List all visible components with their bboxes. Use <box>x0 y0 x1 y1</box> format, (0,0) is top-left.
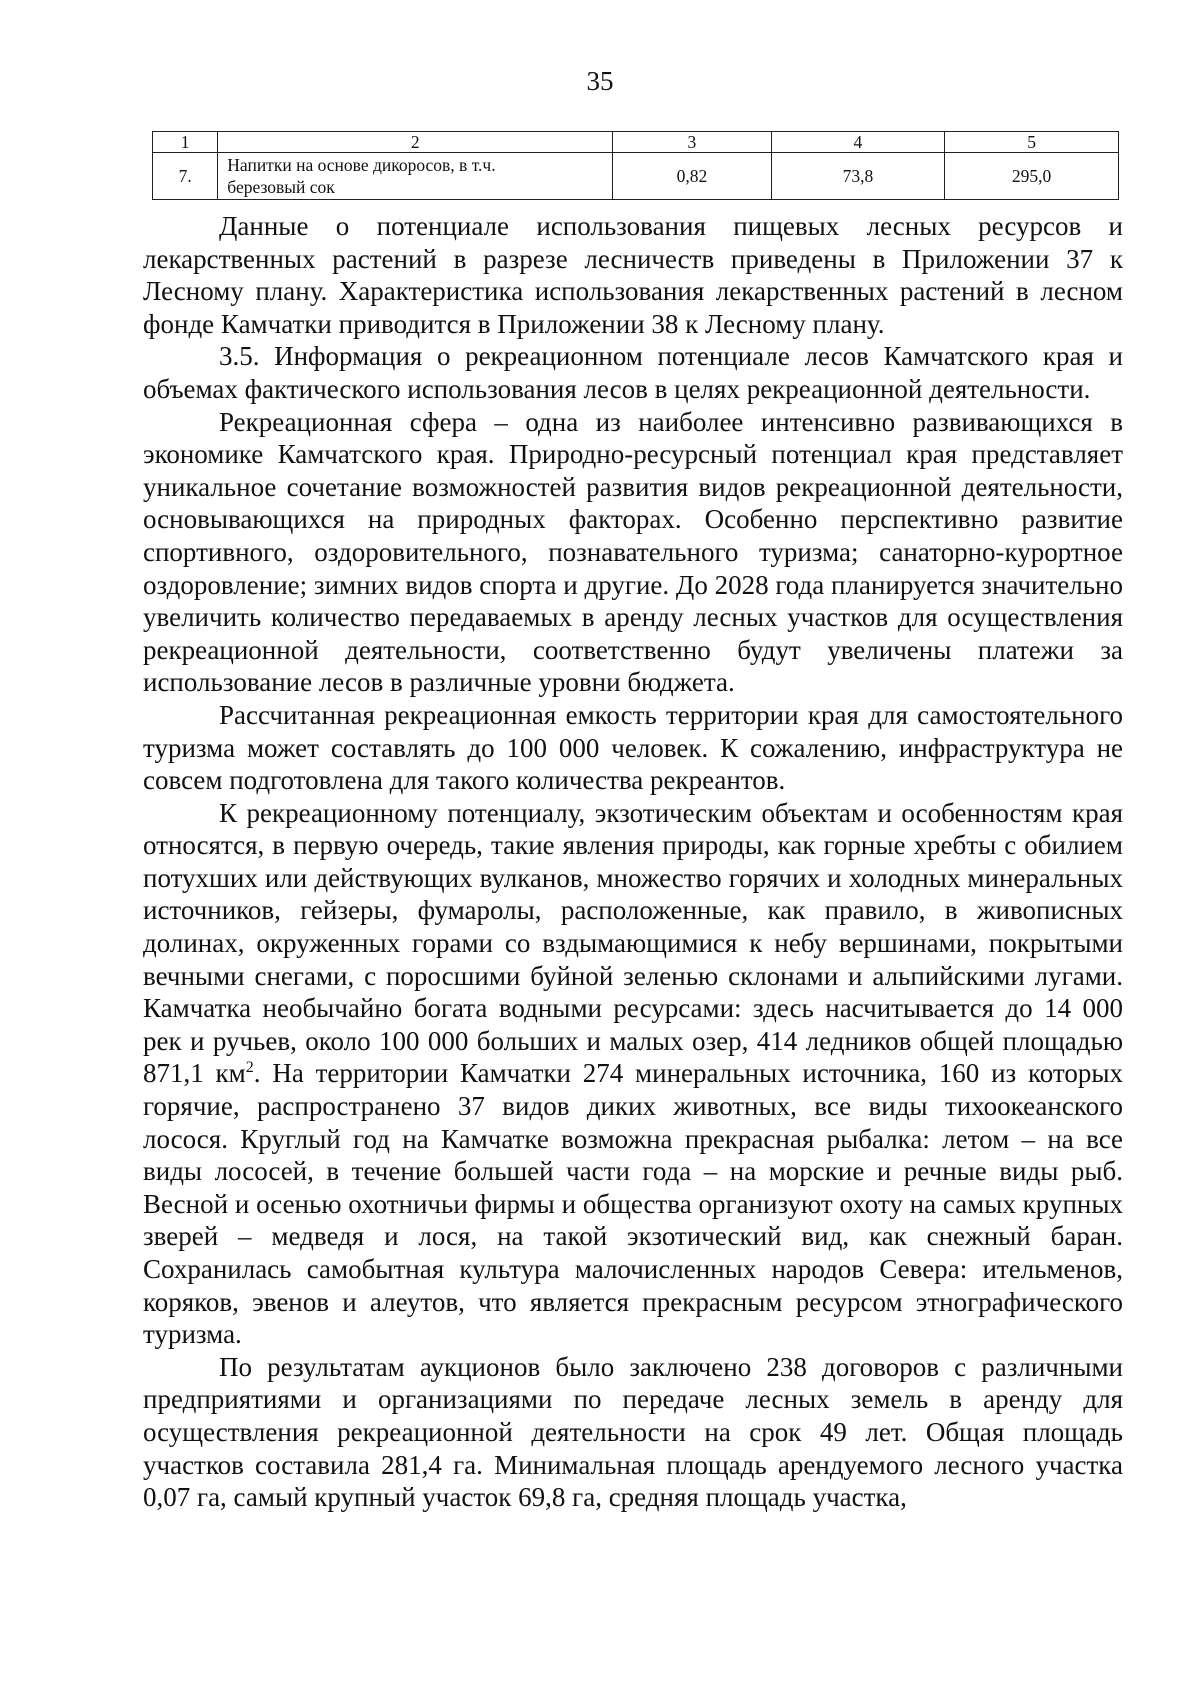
table-header-cell: 5 <box>945 132 1119 153</box>
paragraph: По результатам аукционов было заключено 238 договоров с различными предприятиями и организациями по передаче лесных земель в аренду для осуществления рекреационной деятельности на срок 49 лет. Общая площадь участков составила 281,4 га. Минимальная площадь арендуемого лесного участка 0,07 га, самый крупный участок 69,8 га, средняя площадь участка, <box>143 1351 1123 1513</box>
continued-table <box>152 131 1119 200</box>
table-header-cell: 3 <box>613 132 771 153</box>
paragraph-part: . На территории Камчатки 274 минеральных источника, 160 из которых горячие, распространено 37 видов диких животных, все виды тихоокеанского лосося. Круглый год на Камчатке возможна прекрасная рыбалка: летом – на все виды лососей, в течение большей части года – на морские и речные виды рыб. Весной и осенью охотничьи фирмы и общества организуют охоту на самых крупных зверей – медведя и лося, на такой экзотический вид, как снежный баран. Сохранилась самобытная культура малочисленных народов Севера: ительменов, коряков, эвенов и алеутов, что является прекрасным ресурсом этнографического туризма. <box>143 1058 1123 1350</box>
section-heading-paragraph: 3.5. Информация о рекреационном потенциале лесов Камчатского края и объемах фактического использования лесов в целях рекреационной деятельности. <box>143 341 1123 404</box>
superscript: 2 <box>245 1059 254 1077</box>
row-label-line-1: Напитки на основе дикоросов, в т.ч. <box>227 155 496 175</box>
page-number: 35 <box>586 66 614 96</box>
row-label-line-2: березовый сок <box>227 177 335 197</box>
row-number-cell: 7. <box>153 153 218 200</box>
paragraph: Рекреационная сфера – одна из наиболее интенсивно развивающихся в экономике Камчатского края. Природно-ресурсный потенциал края представляет уникальное сочетание возможностей развития видов рекреационной деятельности, основывающихся на природных факторах. Особенно перспективно развитие спортивного, оздоровительного, познавательного туризма; санаторно-курортное оздоровление; зимних видов спорта и другие. До 2028 года планируется значительно увеличить количество передаваемых в аренду лесных участков для осуществления рекреационной деятельности, соответственно будут увеличены платежи за использование лесов в различные уровни бюджета. <box>143 406 1123 698</box>
table-header-cell: 1 <box>153 132 218 153</box>
table-header-cell: 4 <box>771 132 945 153</box>
table-header-cell: 2 <box>218 132 613 153</box>
paragraph-part: К рекреационному потенциалу, экзотическим объектам и особенностям края относятся, в первую очередь, такие явления природы, как горные хребты с обилием потухших или действующих вулканов, множество горячих и холодных минеральных источников, гейзеры, фумаролы, расположенные, как правило, в живописных долинах, окруженных горами со вздымающимися к небу вершинами, покрытыми вечными снегами, с поросшими буйной зеленью склонами и альпийскими лугами. Камчатка необычайно богата водными ресурсами: здесь насчитывается до 14 000 рек и ручьев, около 100 000 больших и малых озер, 414 ледников общей площадью 871,1 км <box>143 797 1123 1089</box>
table-header-row <box>153 132 1119 153</box>
body-text <box>143 210 1123 1514</box>
row-label-cell <box>218 153 613 200</box>
paragraph: Рассчитанная рекреационная емкость территории края для самостоятельного туризма может составлять до 100 000 человек. К сожалению, инфраструктура не совсем подготовлена для такого количества рекреантов. <box>143 699 1123 796</box>
row-value-cell: 295,0 <box>945 153 1119 200</box>
row-value-cell: 0,82 <box>613 153 771 200</box>
paragraph <box>143 797 1123 1351</box>
row-value-cell: 73,8 <box>771 153 945 200</box>
paragraph: Данные о потенциале использования пищевых лесных ресурсов и лекарственных растений в разрезе лесничеств приведены в Приложении 37 к Лесному плану. Характеристика использования лекарственных растений в лесном фонде Камчатки приводится в Приложении 38 к Лесному плану. <box>143 211 1123 339</box>
table-row <box>153 153 1119 200</box>
